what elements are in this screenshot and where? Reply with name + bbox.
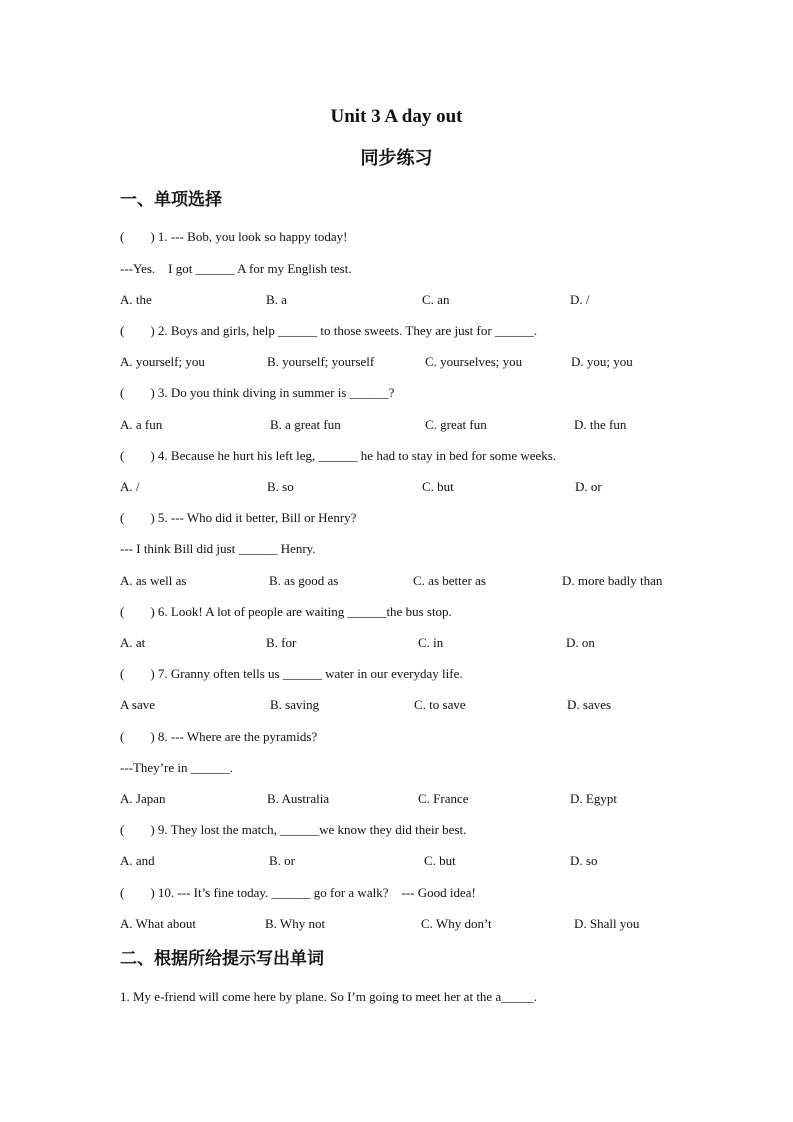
question-7-stem: ( ) 7. Granny often tells us ______ water in our everyday life. — [120, 666, 463, 681]
question-7-option-a: A save — [120, 697, 156, 712]
question-8-stem: ( ) 8. --- Where are the pyramids? — [120, 729, 318, 744]
question-2-option-b: B. yourself; yourself — [267, 354, 375, 369]
section-heading-multiple-choice: 一、单项选择 — [120, 190, 222, 210]
question-1-option-c: C. an — [422, 292, 450, 307]
question-4-option-c: C. but — [422, 479, 454, 494]
question-8-option-c: C. France — [418, 791, 469, 806]
question-5-option-c: C. as better as — [413, 573, 486, 588]
section-heading-word-writing: 二、根据所给提示写出单词 — [120, 949, 324, 969]
page-title: Unit 3 A day out — [330, 106, 463, 127]
question-6-option-c: C. in — [418, 635, 444, 650]
question-2-option-d: D. you; you — [571, 354, 633, 369]
question-10-stem: ( ) 10. --- It’s fine today. ______ go for a walk? --- Good idea! — [120, 885, 476, 900]
question-8-stem-2: ---They’re in ______. — [120, 760, 233, 775]
question-8-option-b: B. Australia — [267, 791, 330, 806]
question-9-option-d: D. so — [570, 853, 598, 868]
question-5-stem: ( ) 5. --- Who did it better, Bill or Henry? — [120, 510, 357, 525]
question-5-option-d: D. more badly than — [562, 573, 663, 588]
question-5-stem-2: --- I think Bill did just ______ Henry. — [120, 541, 316, 556]
question-1-stem: ( ) 1. --- Bob, you look so happy today! — [120, 229, 348, 244]
question-10-option-b: B. Why not — [265, 916, 326, 931]
question-10-option-a: A. What about — [120, 916, 196, 931]
question-8-option-d: D. Egypt — [570, 791, 617, 806]
question-4-option-d: D. or — [575, 479, 602, 494]
question-3-option-a: A. a fun — [120, 417, 163, 432]
question-7-option-b: B. saving — [270, 697, 320, 712]
question-9-option-a: A. and — [120, 853, 155, 868]
question-3-option-b: B. a great fun — [270, 417, 341, 432]
question-8-option-a: A. Japan — [120, 791, 166, 806]
question-1-option-b: B. a — [266, 292, 287, 307]
question-1-option-a: A. the — [120, 292, 152, 307]
question-2-stem: ( ) 2. Boys and girls, help ______ to those sweets. They are just for ______. — [120, 323, 538, 338]
question-9-stem: ( ) 9. They lost the match, ______we know they did their best. — [120, 822, 467, 837]
question-5-option-a: A. as well as — [120, 573, 187, 588]
question-6-option-b: B. for — [266, 635, 297, 650]
question-6-stem: ( ) 6. Look! A lot of people are waiting ______the bus stop. — [120, 604, 452, 619]
page-subtitle: 同步练习 — [360, 148, 433, 169]
question-6-option-a: A. at — [120, 635, 146, 650]
question-9-option-c: C. but — [424, 853, 456, 868]
question-3-stem: ( ) 3. Do you think diving in summer is ______? — [120, 385, 395, 400]
question-5-option-b: B. as good as — [269, 573, 339, 588]
question-2-option-c: C. yourselves; you — [425, 354, 523, 369]
question-7-option-d: D. saves — [567, 697, 612, 712]
question-3-option-d: D. the fun — [574, 417, 627, 432]
question-9-option-b: B. or — [269, 853, 295, 868]
question-6-option-d: D. on — [566, 635, 595, 650]
question-4-stem: ( ) 4. Because he hurt his left leg, ______ he had to stay in bed for some weeks. — [120, 448, 557, 463]
question-4-option-a: A. / — [120, 479, 140, 494]
question-1-stem-2: ---Yes. I got ______ A for my English test. — [120, 261, 352, 276]
question-1-option-d: D. / — [570, 292, 590, 307]
word-question-1: 1. My e-friend will come here by plane. So I’m going to meet her at the a_____. — [120, 989, 537, 1004]
question-10-option-d: D. Shall you — [574, 916, 640, 931]
question-2-option-a: A. yourself; you — [120, 354, 205, 369]
question-7-option-c: C. to save — [414, 697, 466, 712]
question-4-option-b: B. so — [267, 479, 294, 494]
question-10-option-c: C. Why don’t — [421, 916, 492, 931]
question-3-option-c: C. great fun — [425, 417, 487, 432]
